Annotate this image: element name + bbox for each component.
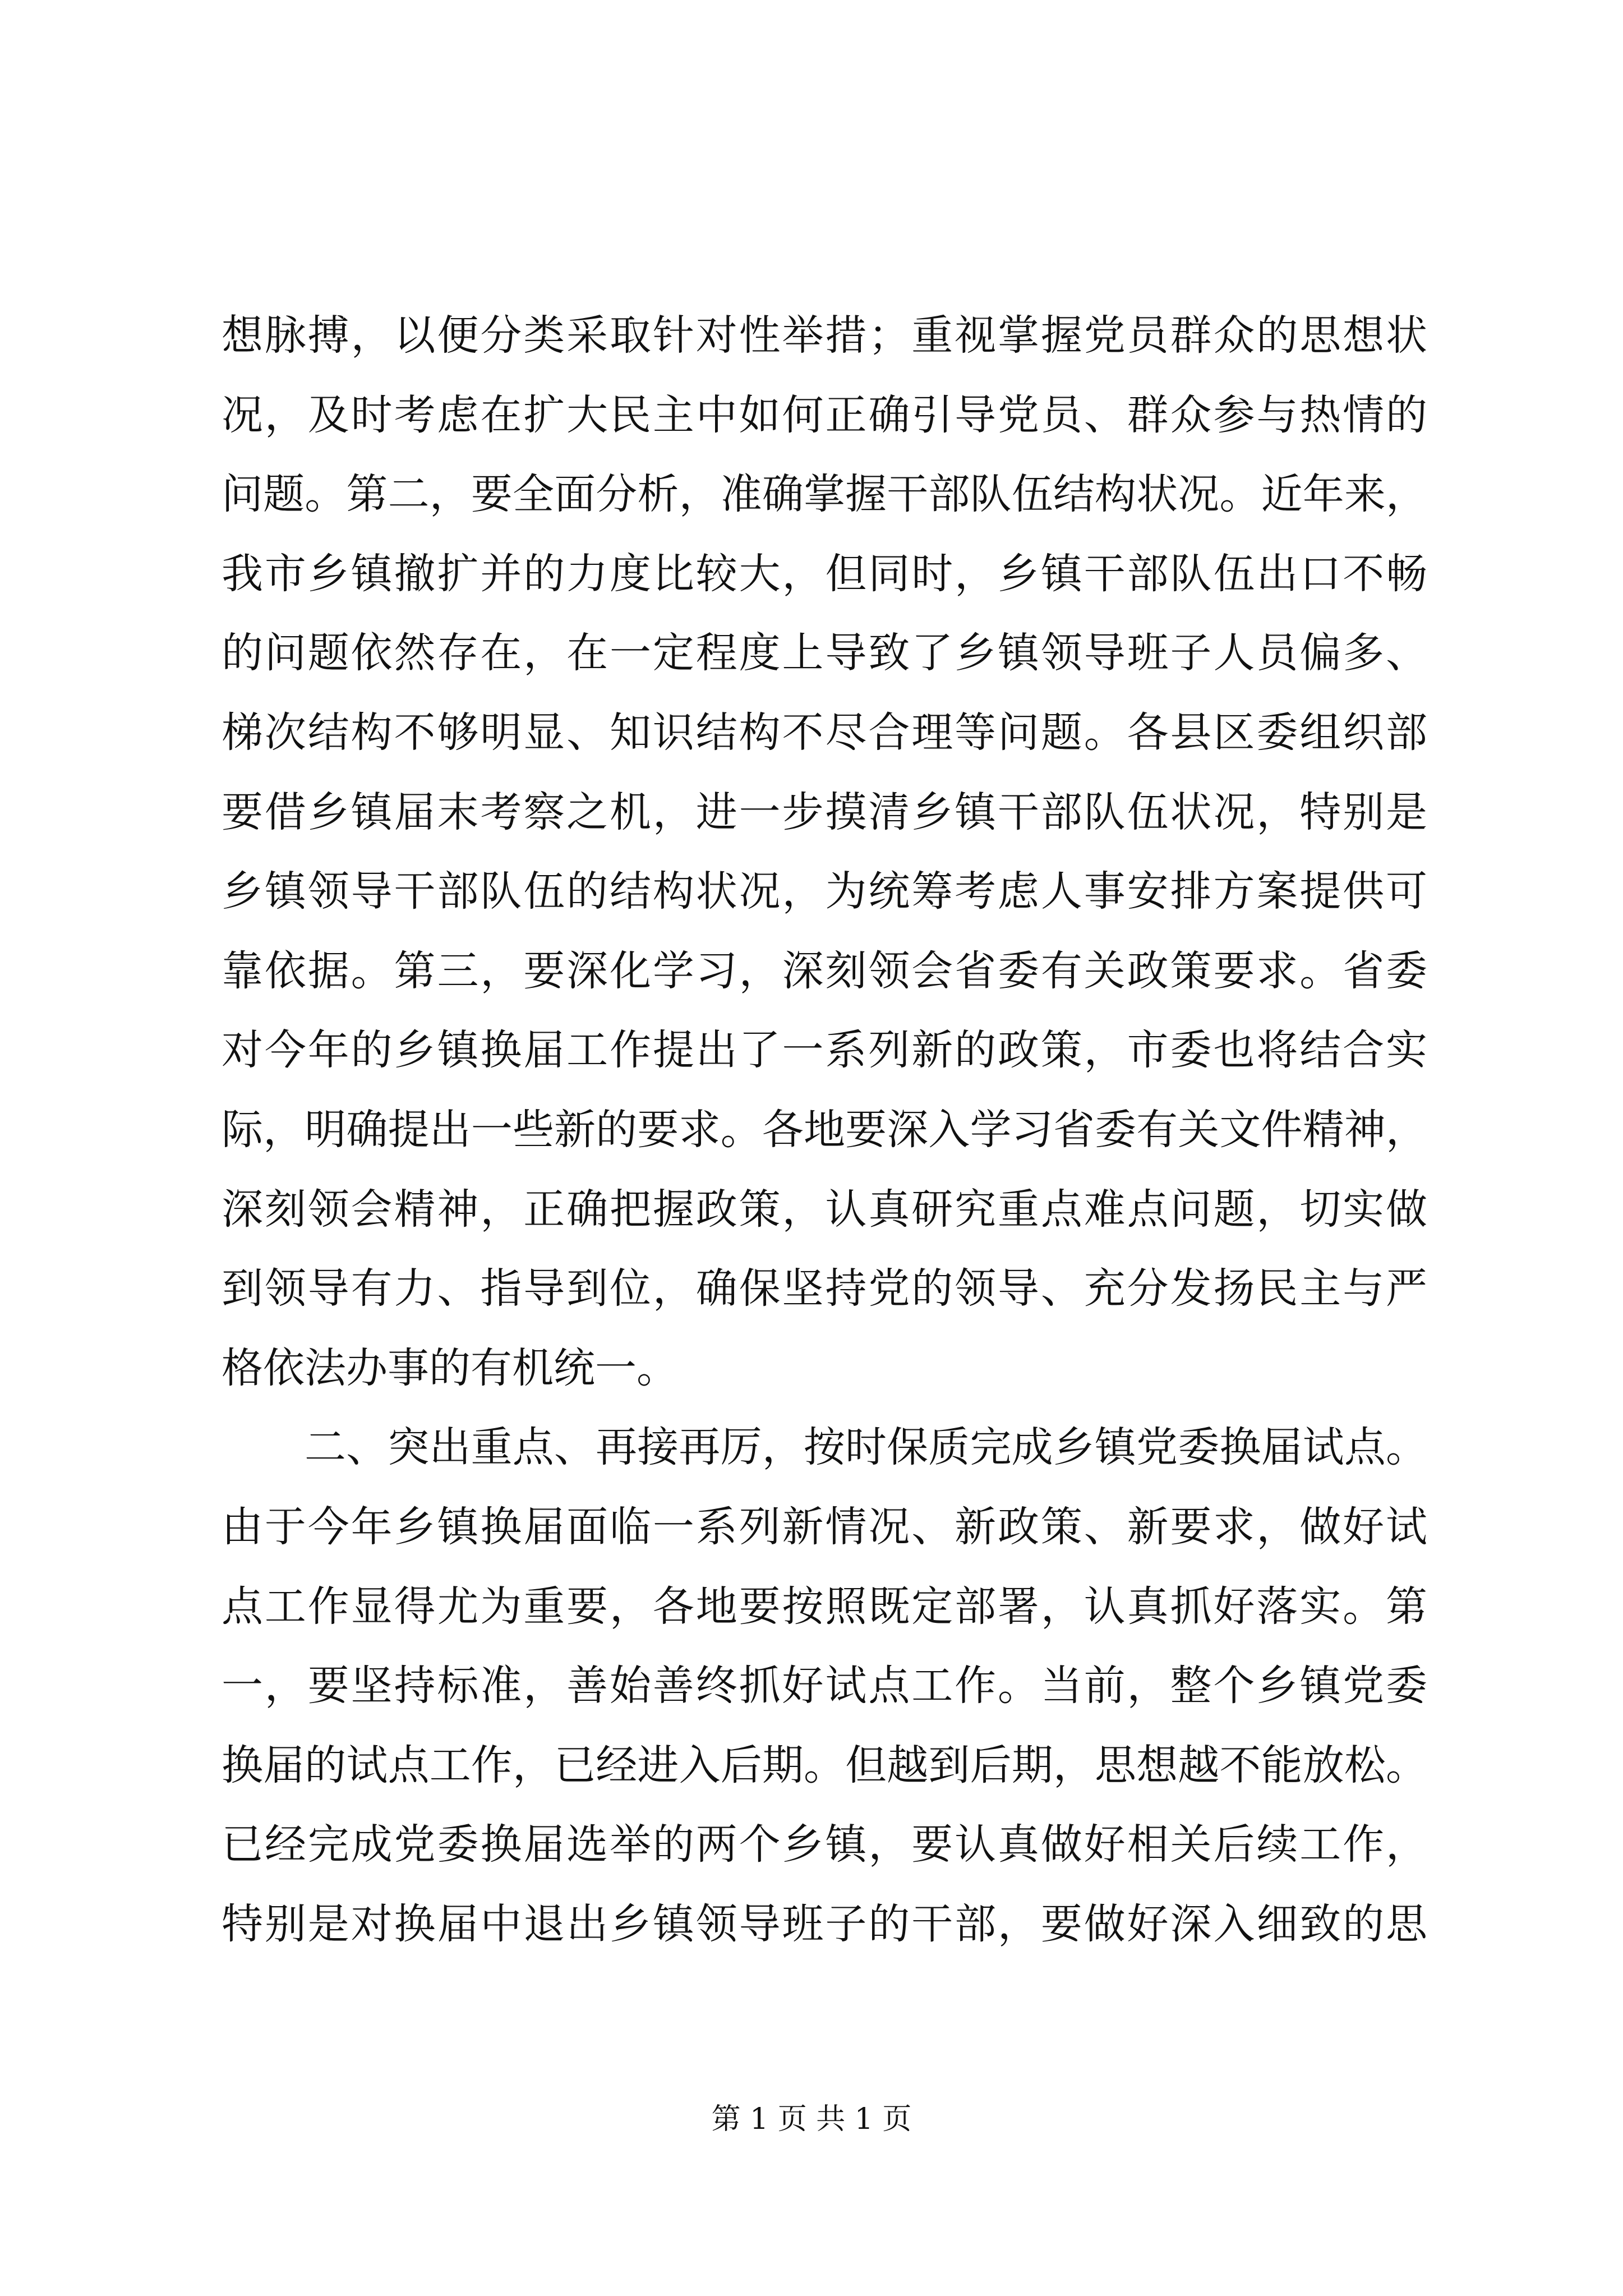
text-line: 梯次结构不够明显、知识结构不尽合理等问题。各县区委组织部 bbox=[222, 708, 1427, 757]
text-line: 要借乡镇届末考察之机，进一步摸清乡镇干部队伍状况，特别是 bbox=[222, 788, 1427, 836]
text-line: 想脉搏，以便分类采取针对性举措；重视掌握党员群众的思想状 bbox=[222, 311, 1427, 360]
text-line: 问题。第二，要全面分析，准确掌握干部队伍结构状况。近年来， bbox=[222, 470, 1427, 519]
text-line: 深刻领会精神，正确把握政策，认真研究重点难点问题，切实做 bbox=[222, 1185, 1427, 1234]
text-line: 特别是对换届中退出乡镇领导班子的干部，要做好深入细致的思 bbox=[222, 1899, 1427, 1948]
section-heading-line: 二、突出重点、再接再厉，按时保质完成乡镇党委换届试点。 bbox=[305, 1423, 1427, 1472]
text-line: 靠依据。第三，要深化学习，深刻领会省委有关政策要求。省委 bbox=[222, 946, 1427, 995]
text-line: 点工作显得尤为重要，各地要按照既定部署，认真抓好落实。第 bbox=[222, 1582, 1427, 1631]
text-line: 况，及时考虑在扩大民主中如何正确引导党员、群众参与热情的 bbox=[222, 390, 1427, 439]
text-line: 我市乡镇撤扩并的力度比较大，但同时，乡镇干部队伍出口不畅 bbox=[222, 549, 1427, 598]
text-line: 对今年的乡镇换届工作提出了一系列新的政策，市委也将结合实 bbox=[222, 1026, 1427, 1075]
text-line: 的问题依然存在，在一定程度上导致了乡镇领导班子人员偏多、 bbox=[222, 629, 1427, 678]
page-footer: 第 1 页 共 1 页 bbox=[711, 2102, 912, 2136]
text-line: 一，要坚持标准，善始善终抓好试点工作。当前，整个乡镇党委 bbox=[222, 1662, 1427, 1710]
text-line: 到领导有力、指导到位，确保坚持党的领导、充分发扬民主与严 bbox=[222, 1264, 1427, 1313]
text-line: 换届的试点工作，已经进入后期。但越到后期，思想越不能放松。 bbox=[222, 1741, 1427, 1789]
text-line: 格依法办事的有机统一。 bbox=[222, 1343, 678, 1392]
text-line: 已经完成党委换届选举的两个乡镇，要认真做好相关后续工作， bbox=[222, 1820, 1427, 1869]
text-line: 由于今年乡镇换届面临一系列新情况、新政策、新要求，做好试 bbox=[222, 1502, 1427, 1551]
text-line: 际，明确提出一些新的要求。各地要深入学习省委有关文件精神， bbox=[222, 1105, 1427, 1154]
text-line: 乡镇领导干部队伍的结构状况，为统筹考虑人事安排方案提供可 bbox=[222, 867, 1427, 916]
document-body bbox=[222, 296, 1427, 1964]
